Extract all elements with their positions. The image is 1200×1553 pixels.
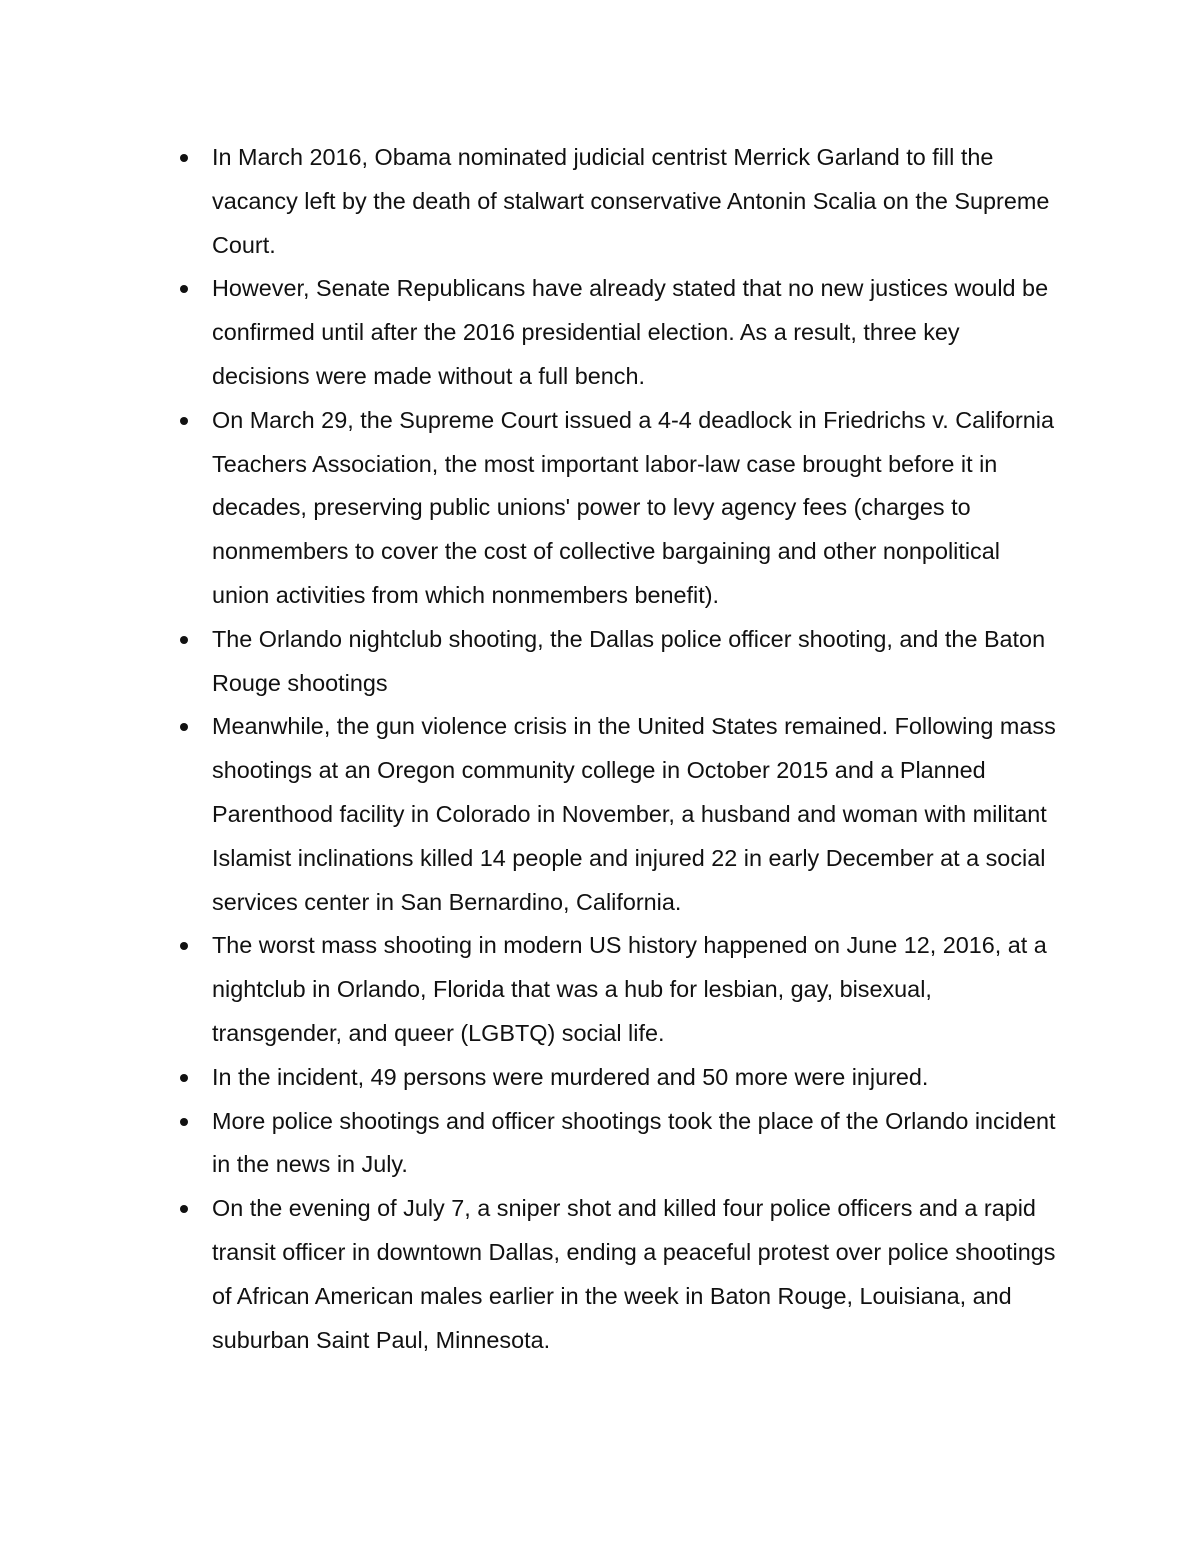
bullet-item: [180, 1100, 1060, 1188]
bullet-item: [180, 267, 1060, 398]
bullet-text: In March 2016, Obama nominated judicial centrist Merrick Garland to fill the vacancy left by the death of stalwart conservative Antonin Scalia on the Supreme Court.: [212, 144, 1050, 258]
bullet-icon: [180, 285, 188, 293]
bullet-icon: [180, 1118, 188, 1126]
bullet-item: [180, 924, 1060, 1055]
bullet-icon: [180, 942, 188, 950]
bullet-text: On the evening of July 7, a sniper shot and killed four police officers and a rapid transit officer in downtown Dallas, ending a peaceful protest over police shootings of African American males earlier in the week in Baton Rouge, Louisiana, and suburban Saint Paul, Minnesota.: [212, 1195, 1056, 1353]
bullet-item: [180, 618, 1060, 706]
bullet-icon: [180, 636, 188, 644]
bullet-text: On March 29, the Supreme Court issued a 4-4 deadlock in Friedrichs v. California Teachers Association, the most important labor-law case brought before it in decades, preserving public unions' power to levy agency fees (charges to nonmembers to cover the cost of collective bargaining and other nonpolitical union activities from which nonmembers benefit).: [212, 406, 1055, 608]
bullet-item: [180, 399, 1060, 618]
bullet-icon: [180, 1205, 188, 1213]
bullet-text: More police shootings and officer shootings took the place of the Orlando incident in the news in July.: [212, 1107, 1056, 1178]
bullet-icon: [180, 1074, 188, 1082]
bullet-icon: [180, 417, 188, 425]
bullet-text: Meanwhile, the gun violence crisis in the United States remained. Following mass shootings at an Oregon community college in October 2015 and a Planned Parenthood facility in Colorado in November, a husband and woman with militant Islamist inclinations killed 14 people and injured 22 in early December at a social services center in San Bernardino, California.: [212, 713, 1056, 915]
bullet-item: [180, 1056, 1060, 1100]
bullet-item: [180, 705, 1060, 924]
bullet-text: However, Senate Republicans have already stated that no new justices would be confirmed until after the 2016 presidential election. As a result, three key decisions were made without a full bench.: [212, 275, 1049, 389]
bullet-icon: [180, 723, 188, 731]
bullet-text: The Orlando nightclub shooting, the Dallas police officer shooting, and the Baton Rouge shootings: [212, 625, 1046, 696]
bullet-item: [180, 1187, 1060, 1362]
bullet-icon: [180, 154, 188, 162]
bullet-item: [180, 136, 1060, 267]
bullet-text: The worst mass shooting in modern US history happened on June 12, 2016, at a nightclub in Orlando, Florida that was a hub for lesbian, gay, bisexual, transgender, and queer (LGBTQ) social life.: [212, 932, 1047, 1046]
bullet-list: [180, 136, 1060, 1362]
bullet-text: In the incident, 49 persons were murdered and 50 more were injured.: [212, 1063, 929, 1090]
